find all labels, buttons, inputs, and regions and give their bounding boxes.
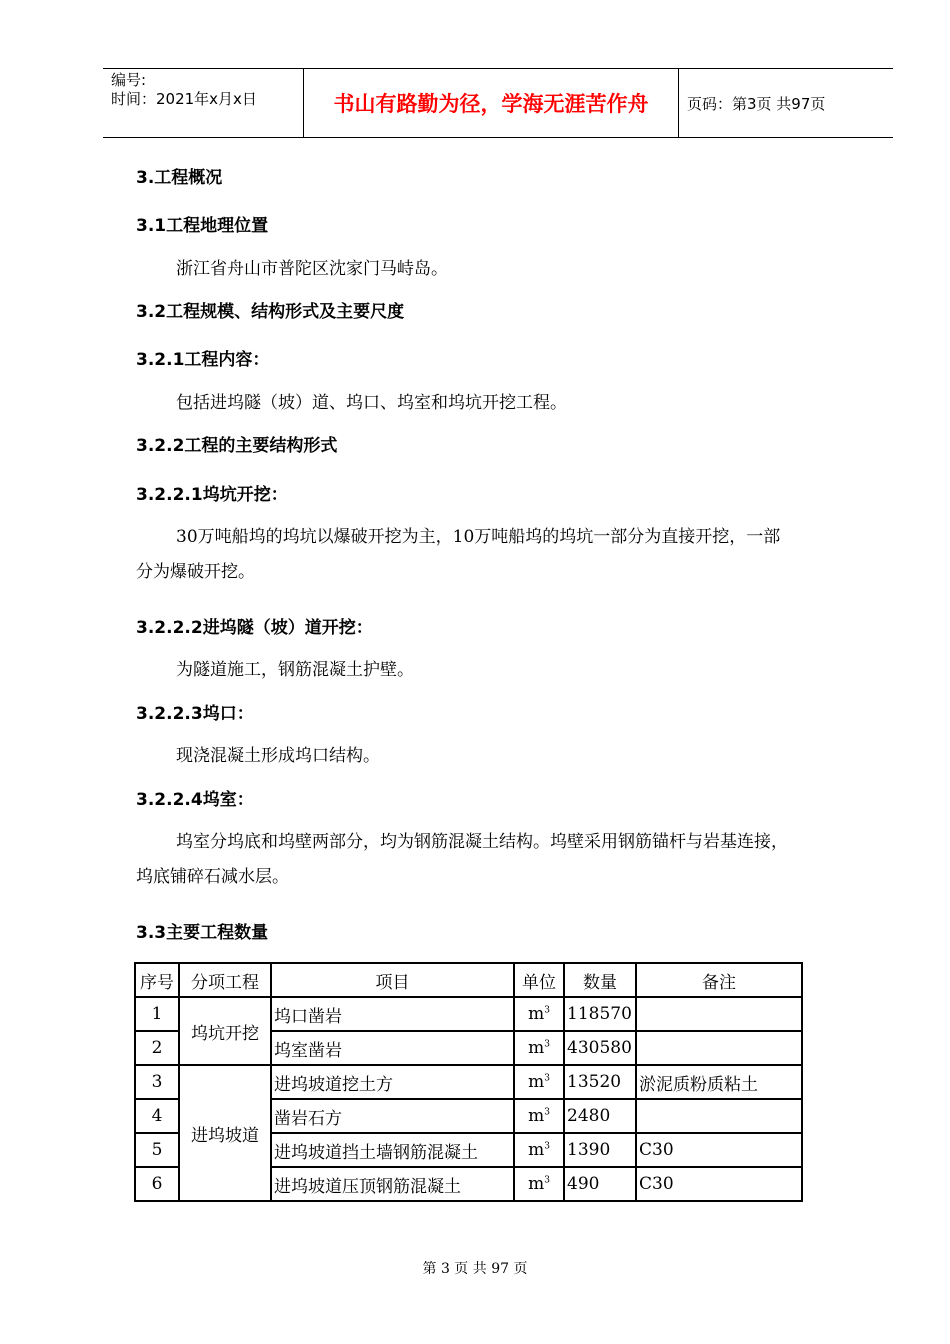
- item-cell: 坞口凿岩: [271, 997, 514, 1031]
- paragraph: [136, 739, 871, 774]
- paragraph-line: 分为爆破开挖。: [136, 562, 255, 582]
- unit-exponent: 3: [544, 1073, 550, 1084]
- section-heading: 3.2工程规模、结构形式及主要尺度: [136, 302, 405, 322]
- header-divider: [678, 69, 679, 137]
- page-footer: 第 3 页 共 97 页: [422, 1261, 528, 1277]
- section-heading: 3.3主要工程数量: [136, 923, 269, 943]
- item-cell: 凿岩石方: [271, 1099, 514, 1133]
- unit-cell: [514, 1099, 564, 1133]
- note-cell: 淤泥质粉质粘土: [636, 1065, 802, 1099]
- item-cell: 坞室凿岩: [271, 1031, 514, 1065]
- group-cell: 坞坑开挖: [179, 997, 271, 1065]
- qty-cell: 2480: [564, 1099, 636, 1133]
- note-cell: C30: [636, 1167, 802, 1201]
- paragraph-line: 坞底铺碎石减水层。: [136, 867, 289, 887]
- unit-cell: [514, 1167, 564, 1201]
- qty-cell: 118570: [564, 997, 636, 1031]
- time-label: 时间：2021年x月x日: [111, 90, 257, 108]
- note-cell: [636, 1031, 802, 1065]
- note-cell: [636, 1099, 802, 1133]
- unit-exponent: 3: [544, 1107, 550, 1118]
- note-cell: [636, 997, 802, 1031]
- table-header-row: [135, 963, 802, 997]
- row-number: 3: [135, 1065, 179, 1099]
- row-number: 2: [135, 1031, 179, 1065]
- unit-cell: [514, 1133, 564, 1167]
- unit-base: m: [528, 1140, 545, 1160]
- paragraph: [136, 386, 871, 421]
- row-number: 6: [135, 1167, 179, 1201]
- item-cell: 进坞坡道挖土方: [271, 1065, 514, 1099]
- unit-exponent: 3: [544, 1175, 550, 1186]
- paragraph: [136, 520, 871, 590]
- paragraph: [136, 252, 871, 287]
- paragraph-line: 30万吨船坞的坞坑以爆破开挖为主，10万吨船坞的坞坑一部分为直接开挖，一部: [176, 527, 781, 547]
- row-number: 5: [135, 1133, 179, 1167]
- header-motto: 书山有路勤为径，学海无涯苦作舟: [333, 92, 649, 116]
- unit-cell: [514, 1065, 564, 1099]
- code-label: 编号:: [111, 71, 147, 89]
- unit-base: m: [528, 1004, 545, 1024]
- column-header: 备注: [636, 963, 802, 997]
- section-heading: 3.2.2.1坞坑开挖：: [136, 485, 288, 505]
- paragraph-text: 浙江省舟山市普陀区沈家门马峙岛。: [176, 259, 448, 279]
- table-row: [135, 997, 802, 1031]
- section-heading: 3.2.2.3坞口：: [136, 704, 254, 724]
- column-header: 分项工程: [179, 963, 271, 997]
- section-heading: 3.1工程地理位置: [136, 216, 269, 236]
- qty-cell: 430580: [564, 1031, 636, 1065]
- unit-cell: [514, 1031, 564, 1065]
- header-meta: [111, 71, 301, 109]
- paragraph-line: 坞室分坞底和坞壁两部分，均为钢筋混凝土结构。坞壁采用钢筋锚杆与岩基连接，: [176, 832, 788, 852]
- unit-exponent: 3: [544, 1141, 550, 1152]
- paragraph: [136, 825, 871, 895]
- column-header: 序号: [135, 963, 179, 997]
- quantities-table: [134, 962, 803, 1202]
- column-header: 单位: [514, 963, 564, 997]
- header-page-info: 页码：第3页 共97页: [687, 94, 826, 113]
- column-header: 数量: [564, 963, 636, 997]
- row-number: 4: [135, 1099, 179, 1133]
- paragraph: [136, 653, 871, 688]
- unit-cell: [514, 997, 564, 1031]
- group-cell: 进坞坡道: [179, 1065, 271, 1201]
- unit-exponent: 3: [544, 1005, 550, 1016]
- column-header: 项目: [271, 963, 514, 997]
- unit-base: m: [528, 1072, 545, 1092]
- paragraph-text: 包括进坞隧（坡）道、坞口、坞室和坞坑开挖工程。: [176, 393, 567, 413]
- table-row: [135, 1065, 802, 1099]
- qty-cell: 13520: [564, 1065, 636, 1099]
- unit-exponent: 3: [544, 1039, 550, 1050]
- unit-base: m: [528, 1106, 545, 1126]
- paragraph-text: 为隧道施工，钢筋混凝土护壁。: [176, 660, 414, 680]
- section-heading: 3.2.2.2进坞隧（坡）道开挖：: [136, 618, 373, 638]
- section-heading: 3.2.2工程的主要结构形式: [136, 436, 338, 456]
- qty-cell: 1390: [564, 1133, 636, 1167]
- unit-base: m: [528, 1038, 545, 1058]
- paragraph-text: 现浇混凝土形成坞口结构。: [176, 746, 380, 766]
- note-cell: C30: [636, 1133, 802, 1167]
- section-heading: 3.2.1工程内容：: [136, 350, 270, 370]
- unit-base: m: [528, 1174, 545, 1194]
- item-cell: 进坞坡道压顶钢筋混凝土: [271, 1167, 514, 1201]
- page-header: [103, 68, 893, 138]
- item-cell: 进坞坡道挡土墙钢筋混凝土: [271, 1133, 514, 1167]
- section-heading: 3.工程概况: [136, 168, 223, 188]
- section-heading: 3.2.2.4坞室：: [136, 790, 254, 810]
- qty-cell: 490: [564, 1167, 636, 1201]
- row-number: 1: [135, 997, 179, 1031]
